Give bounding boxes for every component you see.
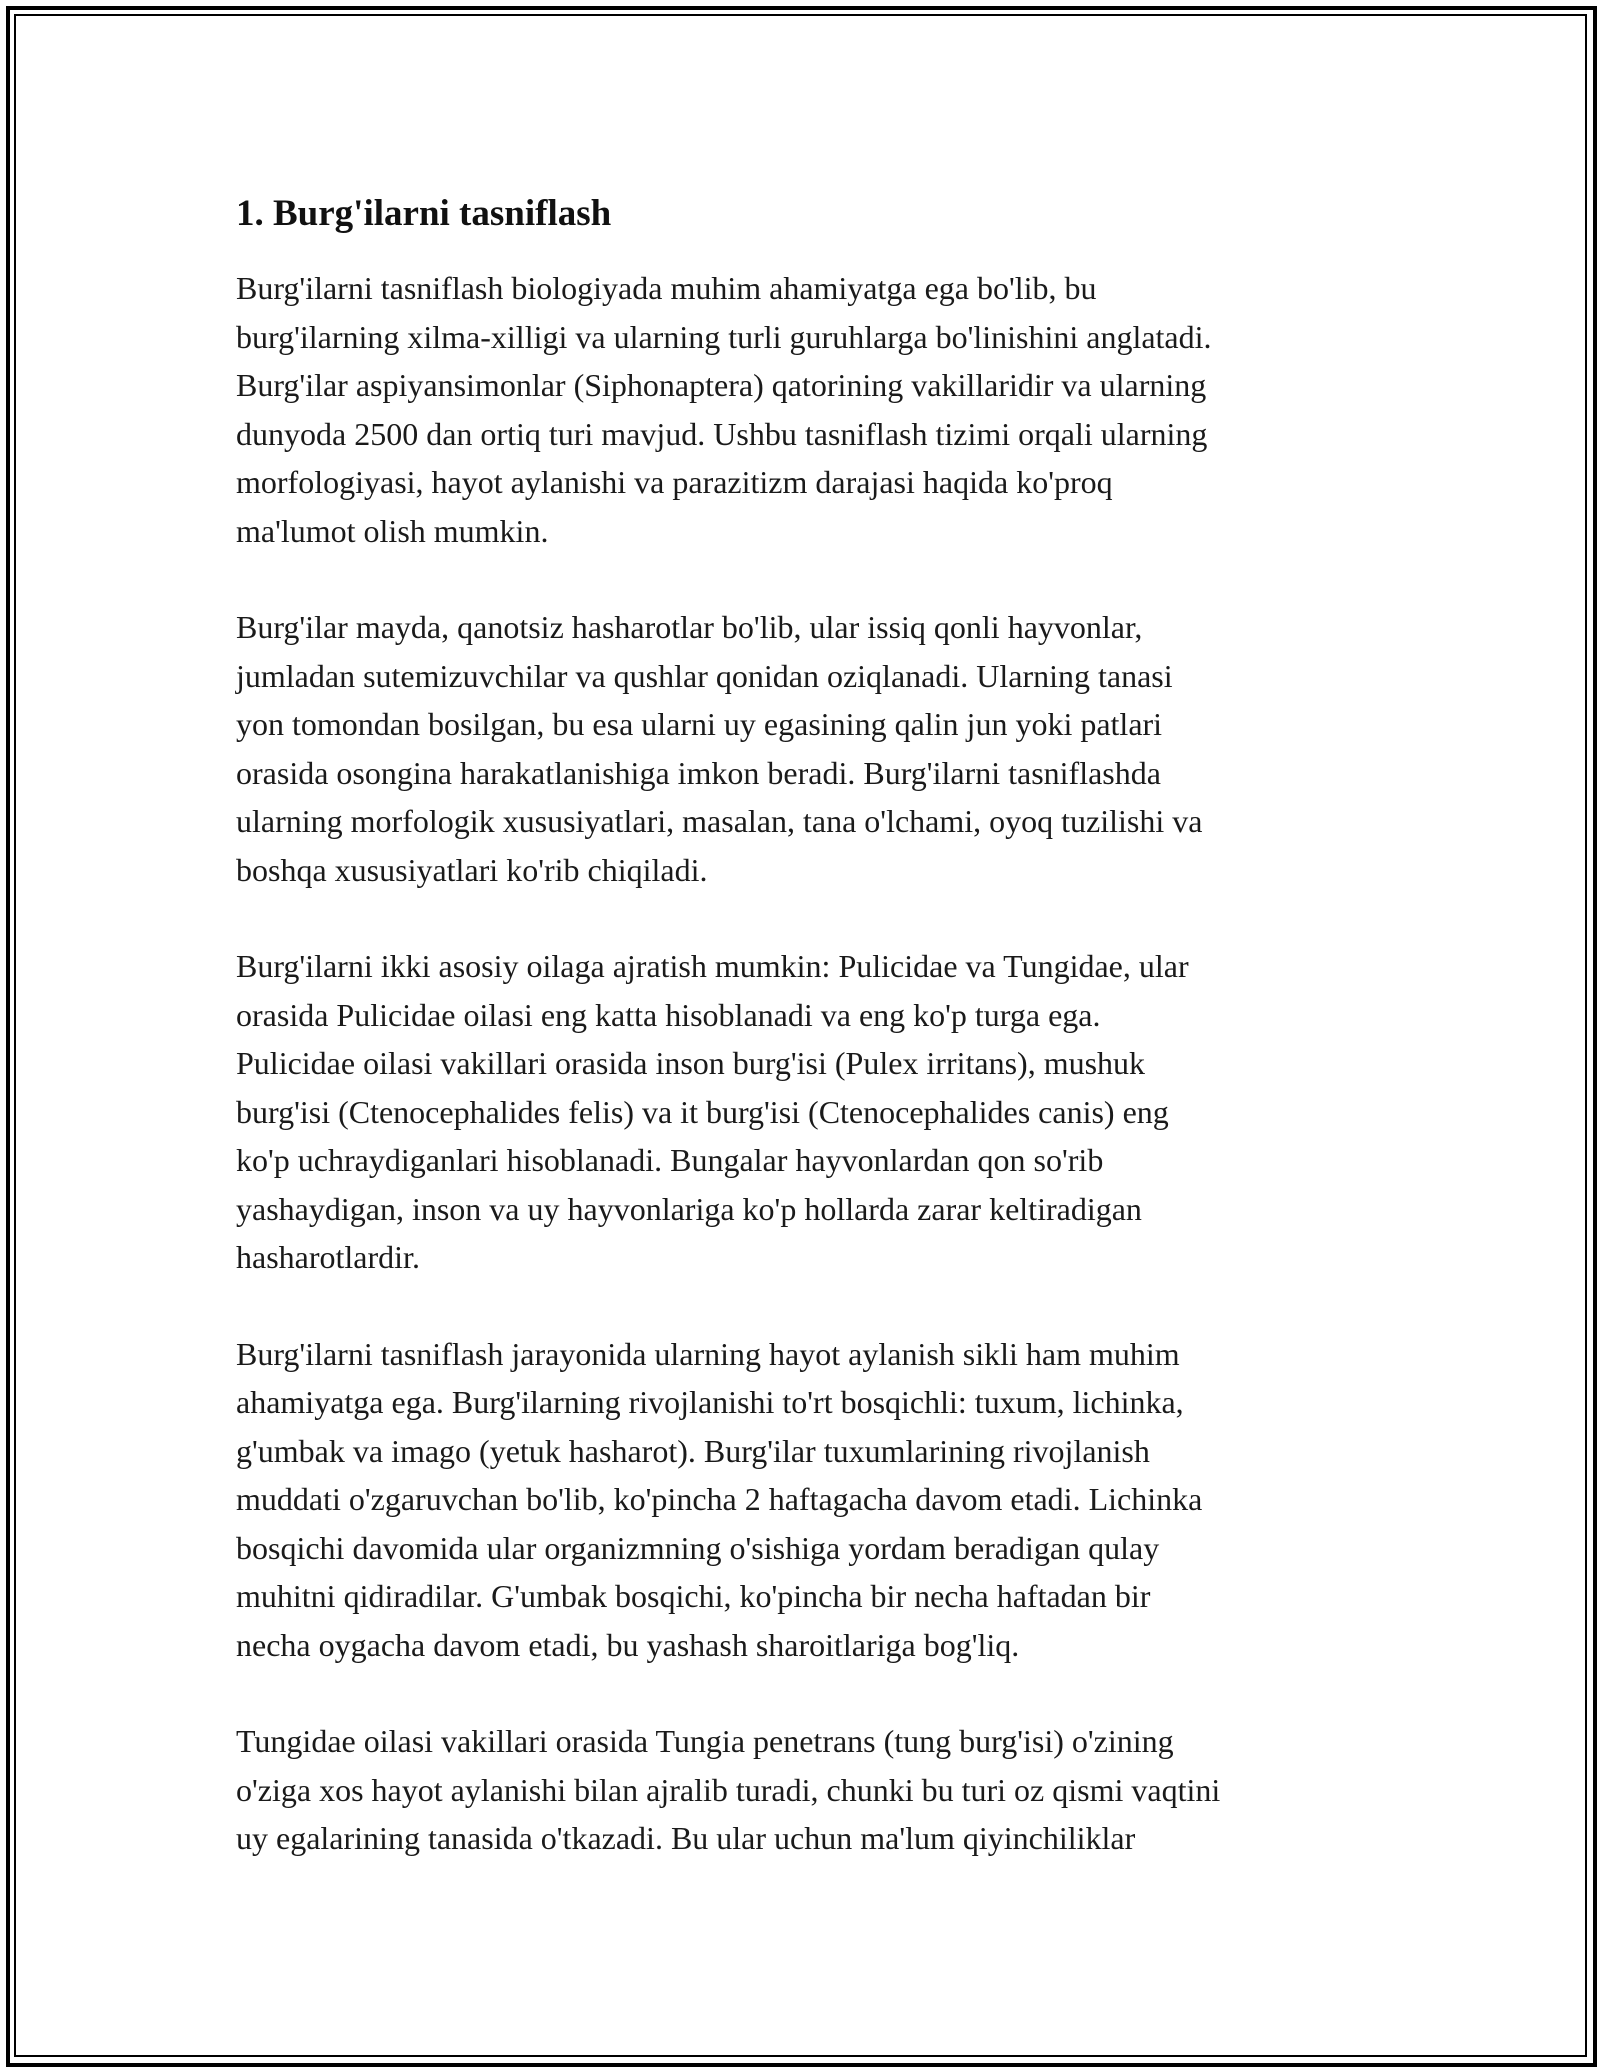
paragraph-2: Burg'ilar mayda, qanotsiz hasharotlar bo'lib, ular issiq qonli hayvonlar, jumladan sutemizuvchilar va qushlar qonidan oziqlanadi. Ularning tanasi yon tomondan bosilgan, bu esa ularni uy egasining qalin jun yoki patlari orasida osongina harakatlanishiga imkon beradi. Burg'ilarni tasniflashda ularning morfologik xususiyatlari, masalan, tana o'lchami, oyoq tuzilishi va boshqa xususiyatlari ko'rib chiqiladi. [236,609,1203,888]
section-heading: 1. Burg'ilarni tasniflash [236,193,612,234]
paragraph-4: Burg'ilarni tasniflash jarayonida ularning hayot aylanish sikli ham muhim ahamiyatga ega. Burg'ilarning rivojlanishi to'rt bosqichli: tuxum, lichinka, g'umbak va imago (yetuk hasharot). Burg'ilar tuxumlarining rivojlanish muddati o'zgaruvchan bo'lib, ko'pincha 2 haftagacha davom etadi. Lichinka bosqichi davomida ular organizmning o'sishiga yordam beradigan qulay muhitni qidiradilar. G'umbak bosqichi, ko'pincha bir necha haftadan bir necha oygacha davom etadi, bu yashash sharoitlariga bog'liq. [236,1335,1203,1663]
paragraph-1: Burg'ilarni tasniflash biologiyada muhim ahamiyatga ega bo'lib, bu burg'ilarning xilma-xilligi va ularning turli guruhlarga bo'linishini anglatadi. Burg'ilar aspiyansimonlar (Siphonaptera) qatorining vakillaridir va ularning dunyoda 2500 dan ortiq turi mavjud. Ushbu tasniflash tizimi orqali ularning morfologiyasi, hayot aylanishi va parazitizm darajasi haqida ko'proq ma'lumot olish mumkin. [236,270,1212,549]
paragraph-3: Burg'ilarni ikki asosiy oilaga ajratish mumkin: Pulicidae va Tungidae, ular orasida Pulicidae oilasi eng katta hisoblanadi va eng ko'p turga ega. Pulicidae oilasi vakillari orasida inson burg'isi (Pulex irritans), mushuk burg'isi (Ctenocephalides felis) va it burg'isi (Ctenocephalides canis) eng ko'p uchraydiganlari hisoblanadi. Bungalar hayvonlardan qon so'rib yashaydigan, inson va uy hayvonlariga ko'p hollarda zarar keltiradigan hasharotlardir. [236,948,1189,1275]
document-body [236,184,1396,1911]
paragraph-5: Tungidae oilasi vakillari orasida Tungia penetrans (tung burg'isi) o'zining o'ziga xos hayot aylanishi bilan ajralib turadi, chunki bu turi oz qismi vaqtini uy egalarining tanasida o'tkazadi. Bu ular uchun ma'lum qiyinchiliklar [236,1723,1221,1856]
